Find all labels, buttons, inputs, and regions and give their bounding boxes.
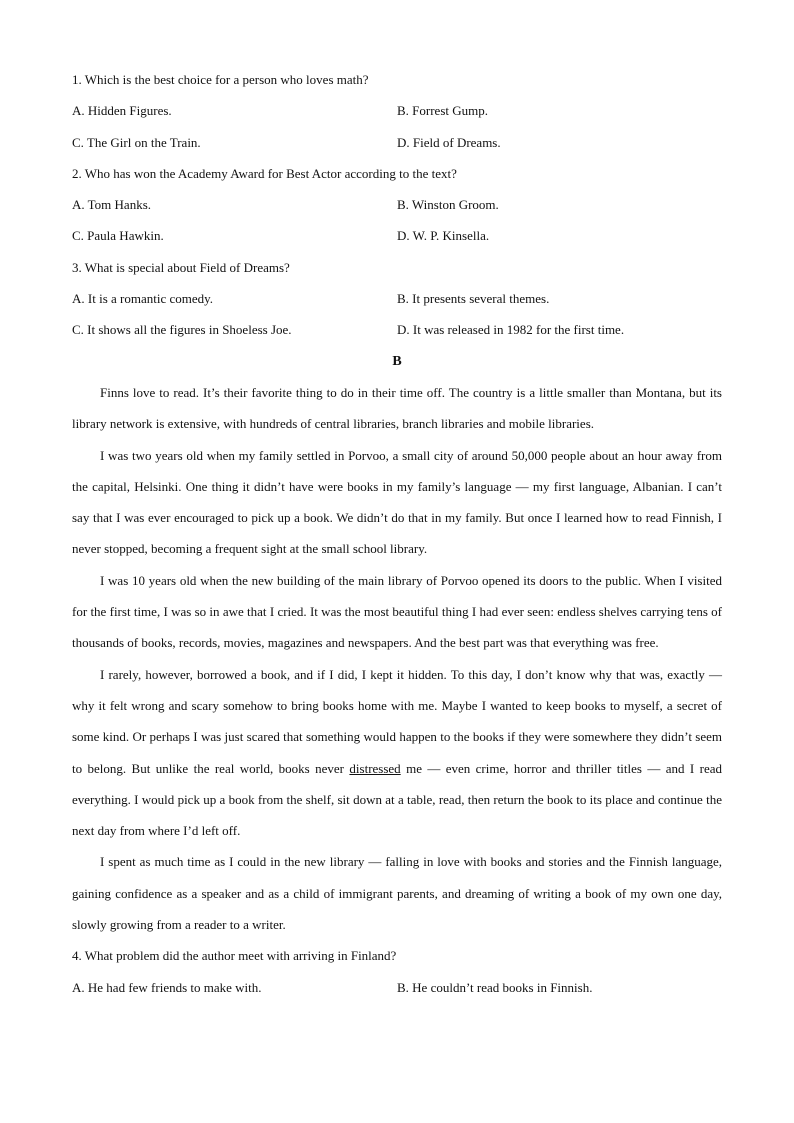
option-a: A. Hidden Figures.: [72, 103, 172, 119]
question-1-options-row-1: [72, 95, 722, 126]
question-3-options-row-2: [72, 314, 722, 345]
underlined-word: distressed: [349, 760, 401, 776]
option-b: B. Winston Groom.: [397, 197, 499, 213]
question-2-options-row-1: [72, 189, 722, 220]
question-4-options-row-1: [72, 972, 722, 1003]
paragraph-text: I was two years old when my family settled in Porvoo, a small city of around 50,000 people about an hour away from the capital, Helsinki. One thing it didn’t have were books in my family’s language — my first language, Albanian. I can’t say that I was ever encouraged to pick up a book. We didn’t do that in my family. But once I learned how to read Finnish, I never stopped, becoming a frequent sight at the small school library.: [72, 447, 722, 557]
option-d: D. W. P. Kinsella.: [397, 228, 490, 244]
paragraph-text: I was 10 years old when the new building of the main library of Porvoo opened its doors to the public. When I visited for the first time, I was so in awe that I cried. It was the most beautiful thing I had ever seen: endless shelves carrying tens of thousands of books, records, movies, magazines and newspapers. And the best part was that everything was free.: [72, 572, 722, 651]
question-2-options-row-2: [72, 220, 722, 251]
passage-paragraph-1: [72, 377, 722, 440]
passage-paragraph-4: [72, 659, 722, 847]
option-c: C. It shows all the figures in Shoeless Joe.: [72, 322, 292, 338]
paragraph-text-after: me — even crime, horror and thriller titles — and I read everything. I would pick up a book from the shelf, sit down at a table, read, then return the book to its place and continue the next day from where I’d left off.: [72, 760, 722, 839]
option-a: A. Tom Hanks.: [72, 197, 152, 213]
paragraph-text: I spent as much time as I could in the new library — falling in love with books and stories and the Finnish language, gaining confidence as a speaker and as a child of immigrant parents, and dreaming of writing a book of my own one day, slowly growing from a reader to a writer.: [72, 854, 722, 933]
question-1-options-row-2: [72, 127, 722, 158]
question-4: 4. What problem did the author meet with arriving in Finland?: [72, 948, 397, 964]
question-3: 3. What is special about Field of Dreams?: [72, 259, 290, 275]
option-a: A. It is a romantic comedy.: [72, 291, 214, 307]
paragraph-text: Finns love to read. It’s their favorite thing to do in their time off. The country is a little smaller than Montana, but its library network is extensive, with hundreds of central libraries, branch libraries and mobile libraries.: [72, 384, 722, 432]
option-c: C. The Girl on the Train.: [72, 134, 201, 150]
option-d: D. It was released in 1982 for the first time.: [397, 322, 625, 338]
question-1: 1. Which is the best choice for a person who loves math?: [72, 72, 369, 87]
question-2: 2. Who has won the Academy Award for Best Actor according to the text?: [72, 165, 457, 181]
paragraph-text-before: I rarely, however, borrowed a book, and if I did, I kept it hidden. To this day, I don’t know why that was, exactly — why it felt wrong and scary somehow to bring books home with me. Maybe I wanted to keep books to myself, a secret of some kind. Or perhaps I was just scared that something would happen to the books if they were somewhere they didn’t seem to belong. But unlike the real world, books never: [72, 666, 722, 776]
passage-paragraph-3: [72, 565, 722, 659]
passage-paragraph-5: [72, 846, 722, 940]
option-b: B. It presents several themes.: [397, 291, 550, 307]
section-heading: B: [392, 353, 402, 369]
question-3-options-row-1: [72, 283, 722, 314]
option-a: A. He had few friends to make with.: [72, 979, 262, 995]
option-d: D. Field of Dreams.: [397, 134, 501, 150]
option-c: C. Paula Hawkin.: [72, 228, 164, 244]
document-page: [72, 64, 722, 1003]
passage-paragraph-2: [72, 440, 722, 565]
option-b: B. He couldn’t read books in Finnish.: [397, 979, 593, 995]
option-b: B. Forrest Gump.: [397, 103, 488, 119]
